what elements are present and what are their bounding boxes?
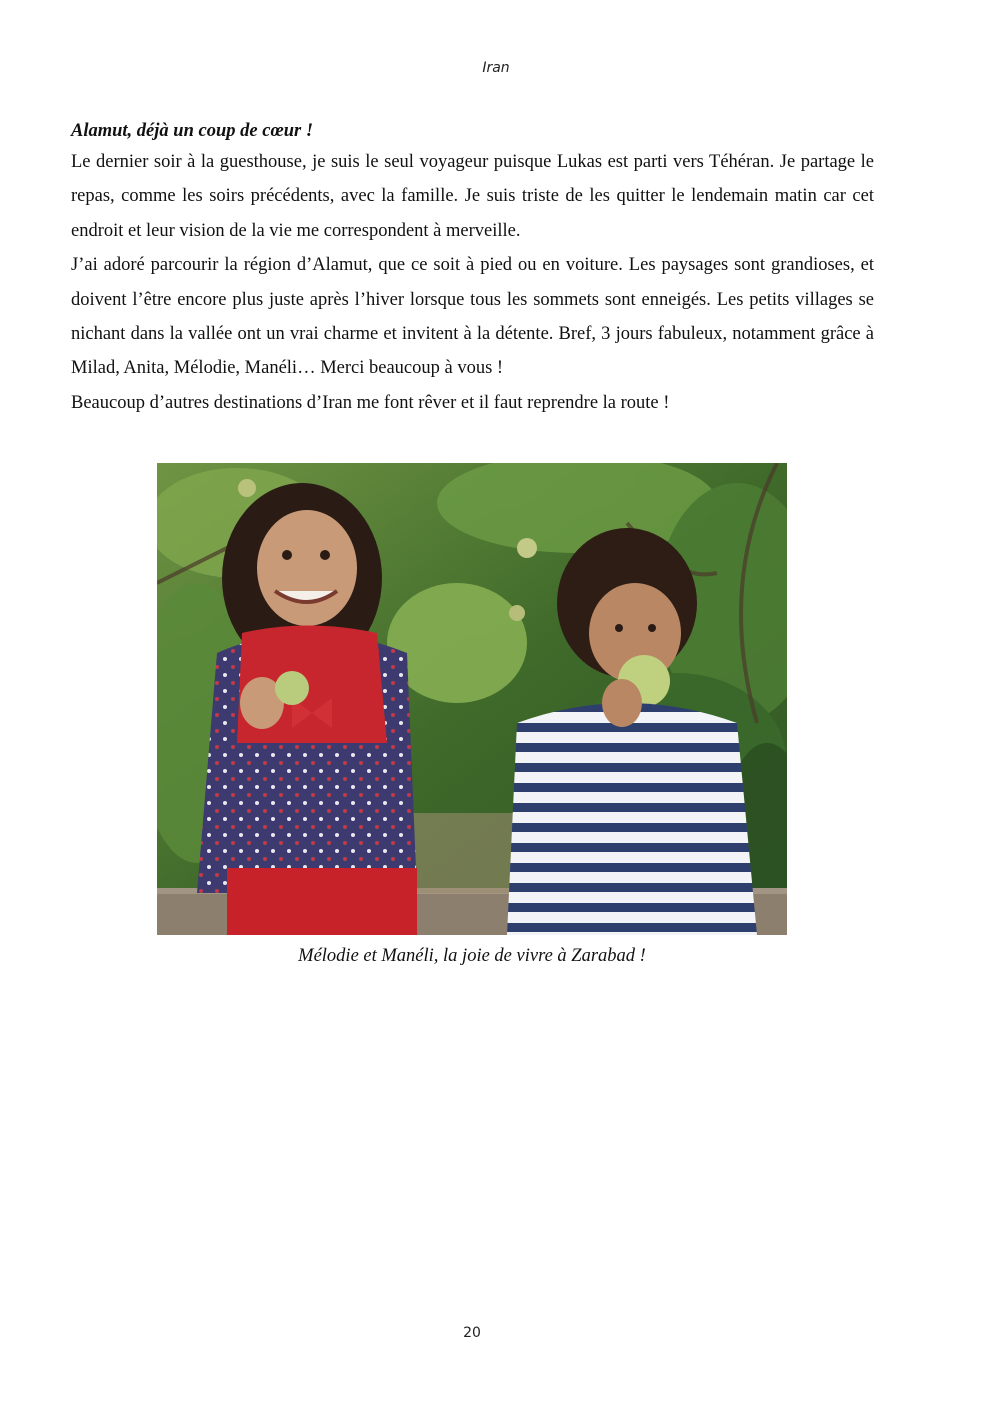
paragraph-1: Le dernier soir à la guesthouse, je suis le seul voyageur puisque Lukas est parti vers Téhéran. Je partage le repas, comme les soirs précédents, avec la famille. Je suis triste de les quitter le lendemain matin car cet endroit et leur vision de la vie me correspondent à merveille.: [71, 152, 874, 241]
article-body: [71, 117, 874, 420]
paragraph-3: Beaucoup d’autres destinations d’Iran me font rêver et il faut reprendre la route !: [71, 392, 670, 413]
photo-two-girls-eating-pears: [157, 463, 787, 935]
section-heading: Alamut, déjà un coup de cœur !: [71, 121, 314, 141]
running-header: Iran: [482, 60, 510, 76]
paragraph-2: J’ai adoré parcourir la région d’Alamut, que ce soit à pied ou en voiture. Les paysages sont grandioses, et doivent l’être encore plus juste après l’hiver lorsque tous les sommets sont enneigés. Les petits villages se nichant dans la vallée ont un vrai charme et invitent à la détente. Bref, 3 jours fabuleux, notamment grâce à Milad, Anita, Mélodie, Manéli… Merci beaucoup à vous !: [71, 255, 874, 379]
page-number: 20: [463, 1325, 481, 1341]
photo-caption: Mélodie et Manéli, la joie de vivre à Zarabad !: [298, 946, 646, 966]
